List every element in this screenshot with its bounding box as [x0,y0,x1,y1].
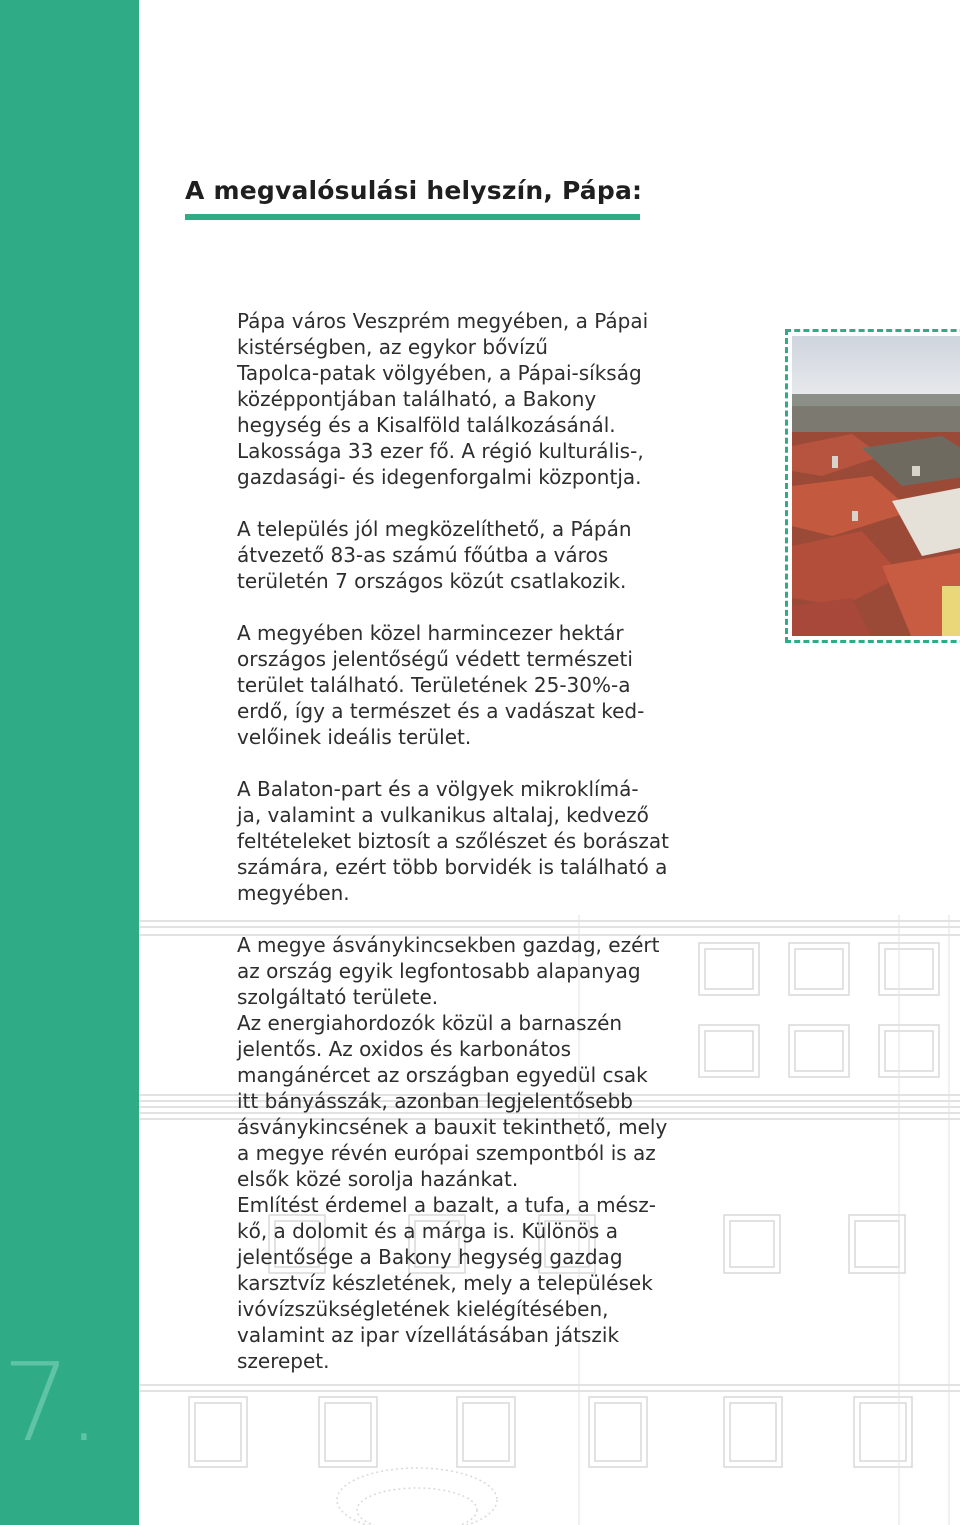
paragraph-location: Pápa város Veszprém megyében, a Pápai kistérségben, az egykor bővízű Tapolca-patak völgyében, a Pápai-síkság középpontjában található, a Bakony hegység és a Kisalföld találkozásánál. Lakossága 33 ezer fő. A régió kulturális-, gazdasági- és idegenforgalmi központja. [237,309,649,489]
paragraph-energy: Az energiahordozók közül a barnaszén jelentős. Az oxidos és karbonátos mangánércet az országban egyedül csak itt bányásszák, azonban legjelentősebb ásványkincsének a bauxit tekinthető, mely a megye révén európai szempontból is az elsők közé sorolja hazánkat. [237,1011,668,1191]
paragraph-minerals: A megye ásványkincsekben gazdag, ezért az ország egyik legfontosabb alapanyag szolgáltató területe. [237,933,660,1009]
title-underline [185,214,640,220]
sidebar-band [0,0,139,1525]
paragraph-stones: Említést érdemel a bazalt, a tufa, a mész- kő, a dolomit és a márga is. Különös a jelentősége a Bakony hegység gazdag karsztvíz készletének, mely a települések ivóvízszükségletének kielégítésében, valamint az ipar vízellátásában játszik szerepet. [237,1193,656,1373]
page-number: 7. [2,1341,98,1466]
paragraph-transport: A település jól megközelíthető, a Pápán átvezető 83-as számú főútba a város területén 7 országos közút csatlakozik. [237,517,632,593]
page-title: A megvalósulási helyszín, Pápa: [185,176,643,205]
paragraph-wine: A Balaton-part és a völgyek mikroklímá- ja, valamint a vulkanikus altalaj, kedvező feltételeket biztosít a szőlészet és borászat számára, ezért több borvidék is található a megyében. [237,777,669,905]
body-text [237,308,717,1374]
aerial-city-photo [792,336,960,636]
photo-frame [785,329,960,643]
paragraph-nature: A megyében közel harmincezer hektár országos jelentőségű védett természeti terület található. Területének 25-30%-a erdő, így a természet és a vadászat ked- velőinek ideális terület. [237,621,645,749]
